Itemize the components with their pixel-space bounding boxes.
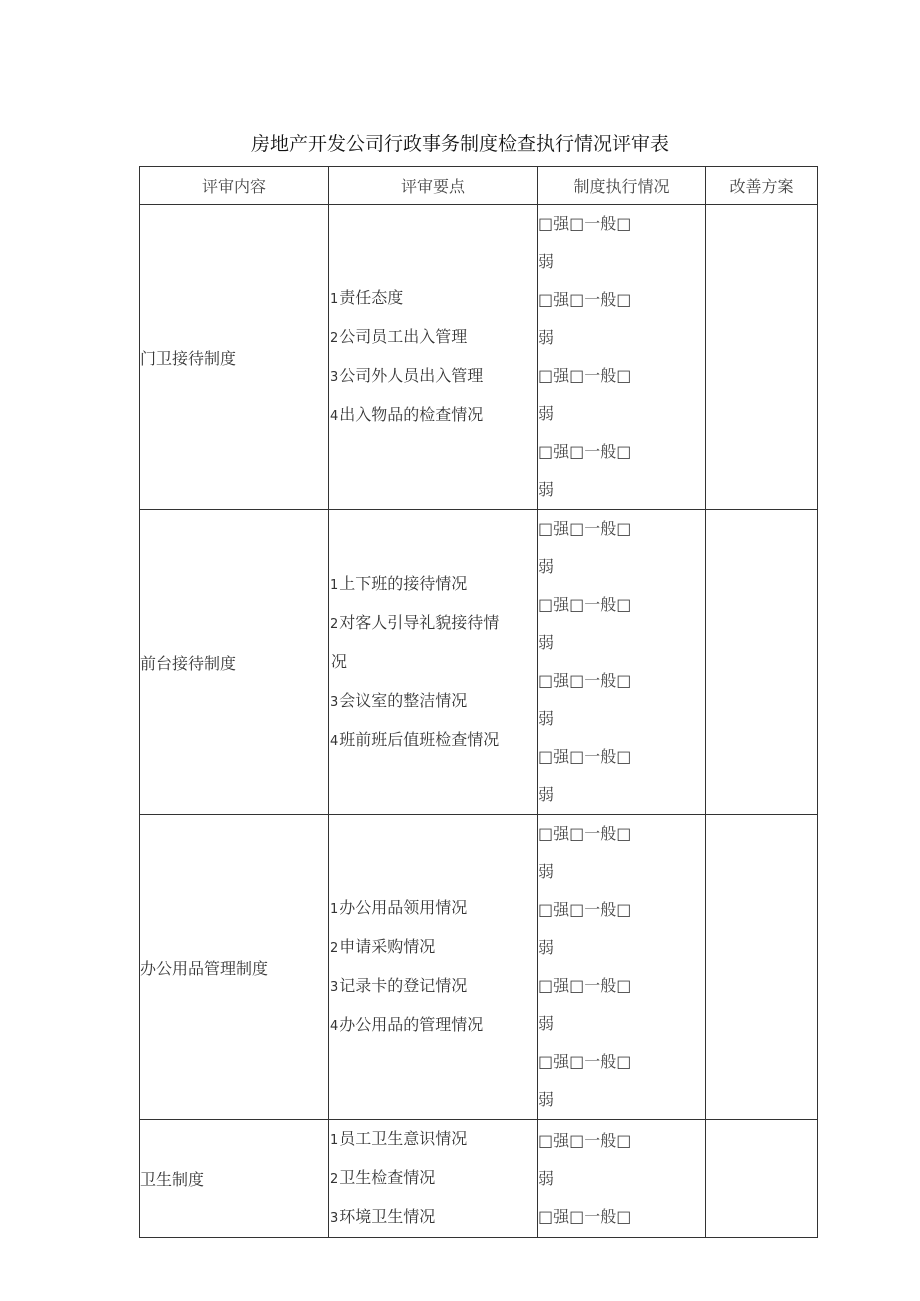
page-title: 房地产开发公司行政事务制度检查执行情况评审表	[250, 133, 669, 155]
review-point: 2对客人引导礼貌接待情	[330, 612, 500, 632]
status-options: □强□一般□	[538, 1206, 632, 1226]
status-option-weak: 弱	[538, 785, 555, 804]
execution-status-cell	[538, 815, 706, 1120]
status-options: □强□一般□	[538, 900, 632, 919]
status-option-weak: 弱	[538, 557, 555, 576]
improvement-plan-cell	[706, 510, 818, 815]
status-option-weak: 弱	[538, 709, 555, 728]
status-options: □强□一般□	[538, 519, 632, 538]
execution-status-cell	[538, 205, 706, 510]
status-options: □强□一般□	[538, 1130, 632, 1150]
review-table	[139, 166, 818, 1238]
status-option-weak: 弱	[538, 404, 555, 423]
review-content-cell: 办公用品管理制度	[140, 815, 329, 1120]
review-points-cell	[329, 510, 538, 815]
table-row	[140, 510, 818, 815]
status-options: □强□一般□	[538, 290, 632, 309]
status-options: □强□一般□	[538, 747, 632, 766]
status-options: □强□一般□	[538, 595, 632, 614]
header-review-content: 评审内容	[140, 167, 329, 205]
improvement-plan-cell	[706, 205, 818, 510]
table-row	[140, 1120, 818, 1238]
status-options: □强□一般□	[538, 1052, 632, 1071]
review-points-cell	[329, 205, 538, 510]
review-point: 4办公用品的管理情况	[330, 1015, 484, 1034]
header-improvement-plan: 改善方案	[706, 167, 818, 205]
review-point: 2卫生检查情况	[330, 1168, 436, 1187]
table-row	[140, 815, 818, 1120]
execution-status-cell	[538, 510, 706, 815]
table-header-row	[140, 167, 818, 205]
review-point: 4出入物品的检查情况	[330, 405, 484, 424]
status-options: □强□一般□	[538, 671, 632, 690]
review-point: 3记录卡的登记情况	[330, 976, 468, 995]
execution-status-cell	[538, 1120, 706, 1238]
review-point: 3会议室的整洁情况	[330, 690, 468, 710]
status-options: □强□一般□	[538, 442, 632, 461]
review-point: 2公司员工出入管理	[330, 327, 468, 346]
status-option-weak: 弱	[538, 938, 555, 957]
review-point: 2申请采购情况	[330, 937, 436, 956]
review-point: 3公司外人员出入管理	[330, 366, 484, 385]
review-points-cell	[329, 1120, 538, 1238]
status-option-weak: 弱	[538, 480, 555, 499]
improvement-plan-cell	[706, 1120, 818, 1238]
status-option-weak: 弱	[538, 633, 555, 652]
review-content-cell: 门卫接待制度	[140, 205, 329, 510]
header-review-points: 评审要点	[329, 167, 538, 205]
review-point: 1员工卫生意识情况	[330, 1129, 468, 1148]
review-point: 4班前班后值班检查情况	[330, 729, 500, 749]
improvement-plan-cell	[706, 815, 818, 1120]
review-points-cell	[329, 815, 538, 1120]
table-row	[140, 205, 818, 510]
status-options: □强□一般□	[538, 976, 632, 995]
review-point: 1责任态度	[330, 288, 404, 307]
status-option-weak: 弱	[538, 1014, 555, 1033]
review-content-cell: 卫生制度	[140, 1120, 329, 1238]
status-options: □强□一般□	[538, 824, 632, 843]
status-option-weak: 弱	[538, 1090, 555, 1109]
status-options: □强□一般□	[538, 366, 632, 385]
status-option-weak: 弱	[538, 1168, 555, 1188]
review-point: 况	[331, 651, 348, 671]
status-option-weak: 弱	[538, 252, 555, 271]
review-point: 1办公用品领用情况	[330, 898, 468, 917]
review-content-cell: 前台接待制度	[140, 510, 329, 815]
review-point: 1上下班的接待情况	[330, 573, 468, 593]
status-option-weak: 弱	[538, 862, 555, 881]
header-execution-status: 制度执行情况	[538, 167, 706, 205]
review-point: 3环境卫生情况	[330, 1207, 436, 1226]
status-options: □强□一般□	[538, 214, 632, 233]
status-option-weak: 弱	[538, 328, 555, 347]
